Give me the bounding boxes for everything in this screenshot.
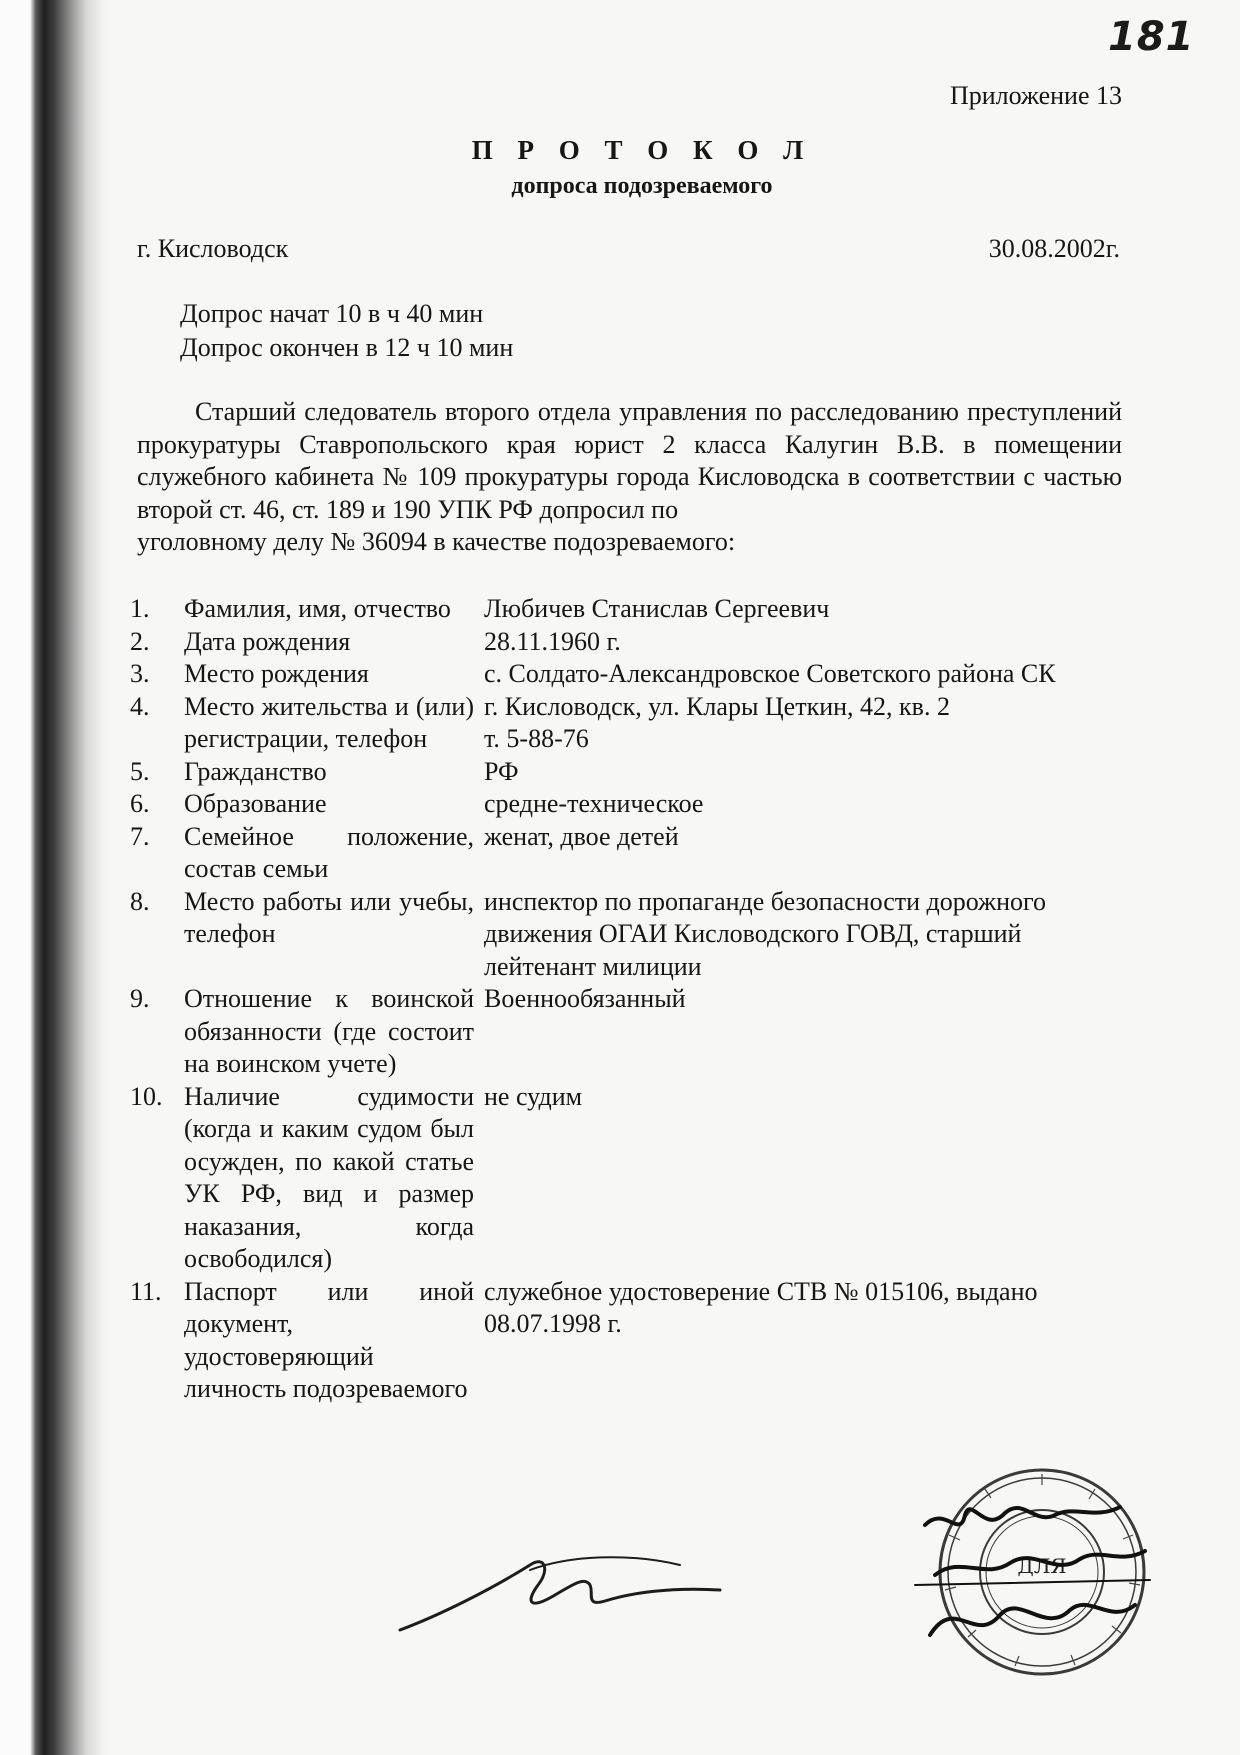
field-label: Фамилия, имя, отчество bbox=[184, 594, 451, 623]
field-number: 3. bbox=[130, 659, 150, 688]
field-value: Военнообязанный bbox=[484, 984, 686, 1013]
field-value: служебное удостоверение СТВ № 015106, выдано 08.07.1998 г. bbox=[484, 1276, 1038, 1338]
field-value: с. Солдато-Александровское Советского района СК bbox=[484, 659, 1056, 688]
field-number: 4. bbox=[130, 691, 150, 721]
field-row bbox=[130, 788, 1130, 821]
field-number: 1. bbox=[130, 594, 150, 623]
field-number: 2. bbox=[130, 626, 150, 656]
interrogation-end: Допрос окончен в 12 ч 10 мин bbox=[180, 333, 514, 362]
field-row bbox=[130, 1276, 1130, 1406]
field-row bbox=[130, 886, 1130, 984]
document-subtitle: допроса подозреваемого bbox=[511, 173, 773, 199]
intro-last-line: уголовному делу № 36094 в качестве подозреваемого: bbox=[137, 527, 736, 556]
field-label: Семейное положение, состав семьи bbox=[184, 821, 474, 883]
document-title: П Р О Т О К О Л bbox=[471, 135, 813, 165]
interrogation-start: Допрос начат 10 в ч 40 мин bbox=[180, 299, 484, 328]
personal-data-table bbox=[130, 593, 1130, 1406]
field-value: РФ bbox=[484, 756, 519, 786]
field-label: Место работы или учебы, телефон bbox=[184, 886, 474, 948]
signature-suspect bbox=[380, 1535, 760, 1645]
personal-data-rows bbox=[130, 593, 1130, 1406]
folio-number: 181 bbox=[1108, 14, 1195, 60]
field-value: женат, двое детей bbox=[484, 821, 679, 851]
field-value: Любичев Станислав Сергеевич bbox=[484, 594, 830, 623]
field-number: 11. bbox=[130, 1276, 162, 1306]
field-row bbox=[130, 821, 1130, 886]
field-row bbox=[130, 593, 1130, 626]
field-value: не судим bbox=[484, 1081, 583, 1111]
field-value-line: г. Кисловодск, ул. Клары Цеткин, 42, кв. 2 bbox=[484, 691, 950, 721]
field-row bbox=[130, 983, 1130, 1081]
field-number: 5. bbox=[130, 756, 150, 786]
field-row bbox=[130, 756, 1130, 789]
intro-paragraph bbox=[137, 396, 1122, 559]
field-number: 6. bbox=[130, 789, 150, 818]
field-row bbox=[130, 691, 1130, 756]
field-label: Дата рождения bbox=[184, 626, 351, 656]
field-label: Образование bbox=[184, 789, 327, 818]
field-value bbox=[484, 691, 1130, 756]
appendix-label: Приложение 13 bbox=[949, 81, 1122, 110]
scan-left-edge bbox=[0, 0, 112, 1755]
field-label: Место жительства и (или) регистрации, телефон bbox=[184, 691, 474, 753]
field-label: Место рождения bbox=[184, 659, 369, 688]
field-number: 10. bbox=[130, 1081, 163, 1111]
field-label: Наличие судимости (когда и каким судом был осужден, по какой статье УК РФ, вид и размер наказания, когда освободился) bbox=[184, 1081, 474, 1273]
field-label: Отношение к воинской обязанности (где состоит на воинском учете) bbox=[184, 984, 474, 1078]
signature-investigator bbox=[905, 1485, 1165, 1685]
field-number: 8. bbox=[130, 886, 150, 916]
field-value-phone: т. 5-88-76 bbox=[484, 724, 589, 753]
field-row bbox=[130, 626, 1130, 659]
field-row bbox=[130, 658, 1130, 691]
document-date: 30.08.2002г. bbox=[988, 234, 1120, 263]
field-number: 9. bbox=[130, 984, 150, 1013]
intro-text: Старший следователь второго отдела управления по расследованию преступлений прокуратуры Ставропольского края юрист 2 класса Калугин В.В. в помещении служебного кабинета № 109 прокуратуры города Кисловодска в соответствии с частью второй ст. 46, ст. 189 и 190 УПК РФ допросил по bbox=[137, 397, 1122, 524]
field-label: Гражданство bbox=[184, 756, 327, 786]
stamp-text: ДЛЯ bbox=[1017, 1554, 1067, 1578]
field-label: Паспорт или иной документ, удостоверяющий личность подозреваемого bbox=[184, 1276, 474, 1403]
field-row bbox=[130, 1081, 1130, 1276]
field-number: 7. bbox=[130, 821, 150, 851]
field-value: инспектор по пропаганде безопасности дорожного движения ОГАИ Кисловодского ГОВД, старший лейтенант милиции bbox=[484, 886, 1047, 981]
field-value: 28.11.1960 г. bbox=[484, 626, 621, 656]
city: г. Кисловодск bbox=[137, 234, 289, 263]
field-value: средне-техническое bbox=[484, 789, 704, 818]
